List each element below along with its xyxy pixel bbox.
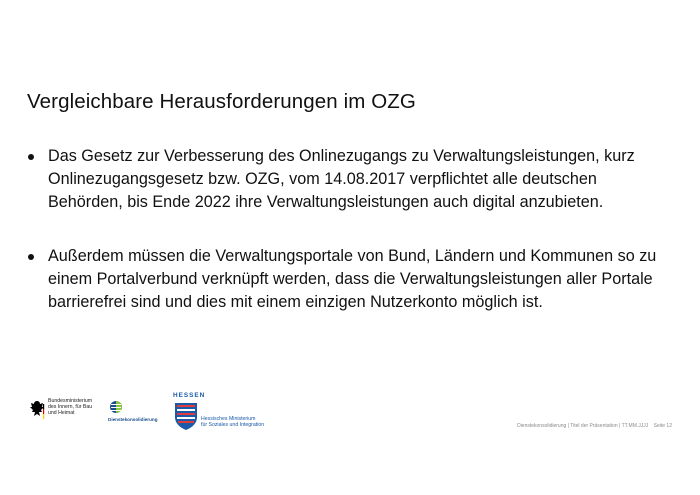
footer-meta-text: Dienstekonsolidierung | Titel der Präsentation | TT.MM.JJJJ (517, 423, 649, 429)
dienstekonsolidierung-label: Dienstekonsolidierung (108, 417, 158, 422)
bmi-logo (28, 398, 93, 428)
bullet-text: Außerdem müssen die Verwaltungsportale von Bund, Ländern und Kommunen so zu einem Portalverbund verknüpft werden, dass die Verwaltungsleistungen aller Portale barrierefrei sind und dies mit einem einzigen Nutzerkonto möglich ist. (48, 247, 657, 311)
slide-footer (0, 392, 700, 432)
bullet-item (27, 245, 667, 314)
footer-meta (513, 423, 672, 429)
bullet-dot-icon (28, 154, 34, 160)
hessen-ministry-text: Hessisches Ministerium für Soziales und Integration (201, 416, 265, 428)
hessen-lion-crest-icon (173, 401, 199, 431)
page-number: Seite 12 (653, 423, 672, 429)
bullet-text: Das Gesetz zur Verbesserung des Onlinezugangs zu Verwaltungsleistungen, kurz Onlinezugangsgesetz bzw. OZG, vom 14.08.2017 verpflichtet alle deutschen Behörden, bis Ende 2022 ihre Verwaltungsleistungen auch digital anzubieten. (48, 147, 635, 211)
dienstekonsolidierung-icon (110, 398, 126, 416)
bmi-logo-text: Bundesministerium des Innern, für Bau und Heimat (48, 398, 93, 417)
federal-eagle-icon (28, 398, 46, 428)
bullet-dot-icon (28, 254, 34, 260)
slide-title: Vergleichbare Herausforderungen im OZG (27, 89, 416, 113)
hessen-ministry-logo (171, 392, 281, 430)
bullet-list (27, 145, 667, 314)
bullet-item (27, 145, 667, 214)
hessen-wordmark: HESSEN (173, 392, 206, 399)
dienstekonsolidierung-logo (108, 396, 158, 426)
